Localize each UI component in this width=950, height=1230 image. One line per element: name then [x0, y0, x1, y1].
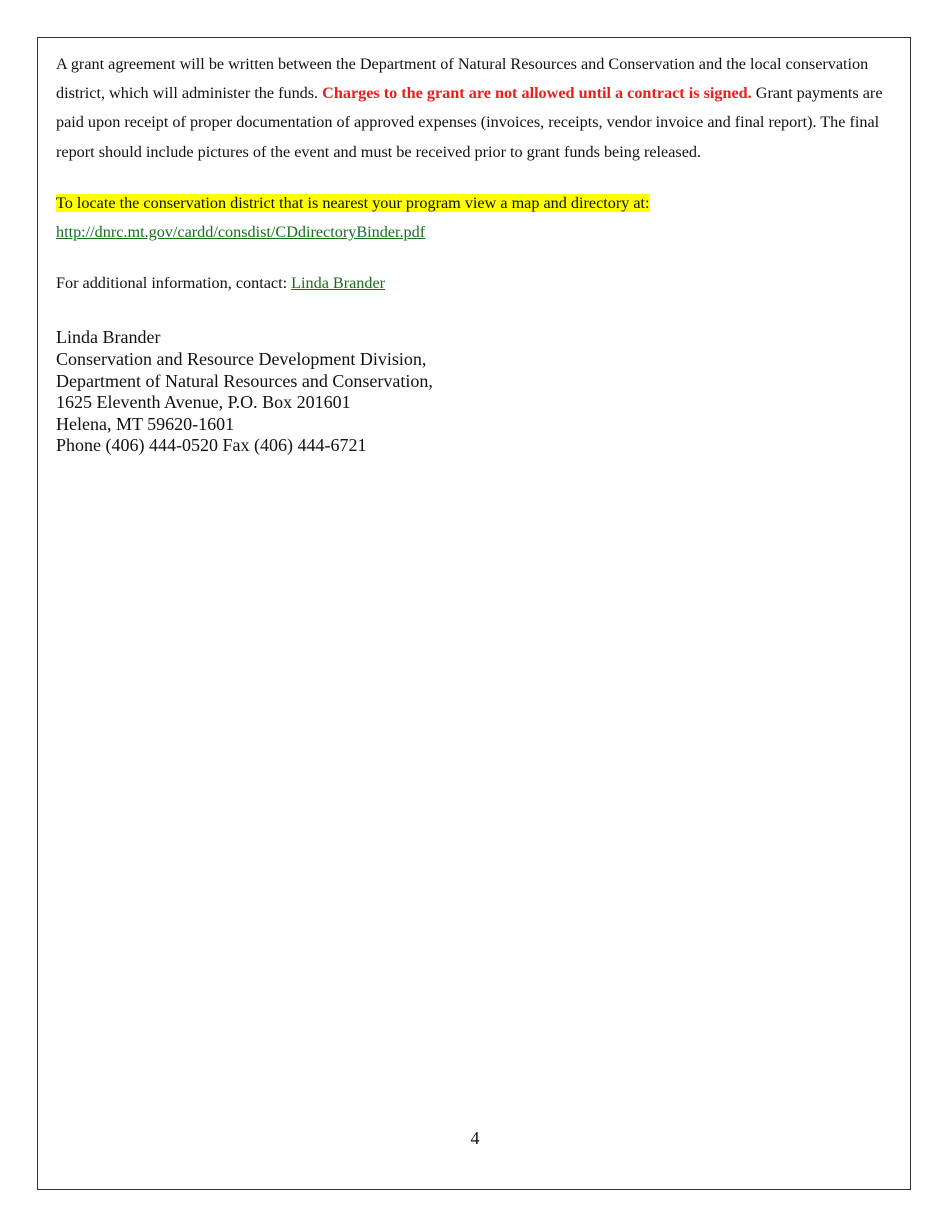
- grant-agreement-paragraph: [56, 50, 896, 167]
- address-street: 1625 Eleventh Avenue, P.O. Box 201601: [56, 392, 351, 413]
- address-name: Linda Brander: [56, 327, 161, 348]
- contact-address: [56, 327, 896, 457]
- directory-link[interactable]: http://dnrc.mt.gov/cardd/consdist/CDdirectoryBinder.pdf: [56, 223, 426, 242]
- contact-line: [56, 269, 896, 298]
- address-department: Department of Natural Resources and Conservation,: [56, 370, 433, 391]
- locate-district-block: [56, 189, 896, 247]
- grant-agreement-text: A grant agreement will be written between the Department of Natural Resources and Conservation and the local conservation district, which will administer the funds.: [56, 55, 869, 103]
- address-city: Helena, MT 59620-1601: [56, 413, 235, 434]
- address-division: Conservation and Resource Development Division,: [56, 349, 427, 370]
- document-body: [56, 50, 896, 457]
- contact-prefix: For additional information, contact:: [56, 274, 292, 293]
- grant-payment-text: Grant payments are paid upon receipt of proper documentation of approved expenses (invoices, receipts, vendor invoice and final report). The final report should include pictures of the event and must be received prior to grant funds being released.: [56, 84, 883, 161]
- locate-district-highlight: To locate the conservation district that is nearest your program view a map and directory at:: [56, 193, 650, 212]
- contract-warning: Charges to the grant are not allowed until a contract is signed.: [322, 84, 752, 103]
- address-phone-fax: Phone (406) 444-0520 Fax (406) 444-6721: [56, 435, 367, 456]
- page-number: 4: [470, 1128, 480, 1148]
- contact-name-link[interactable]: Linda Brander: [291, 274, 386, 293]
